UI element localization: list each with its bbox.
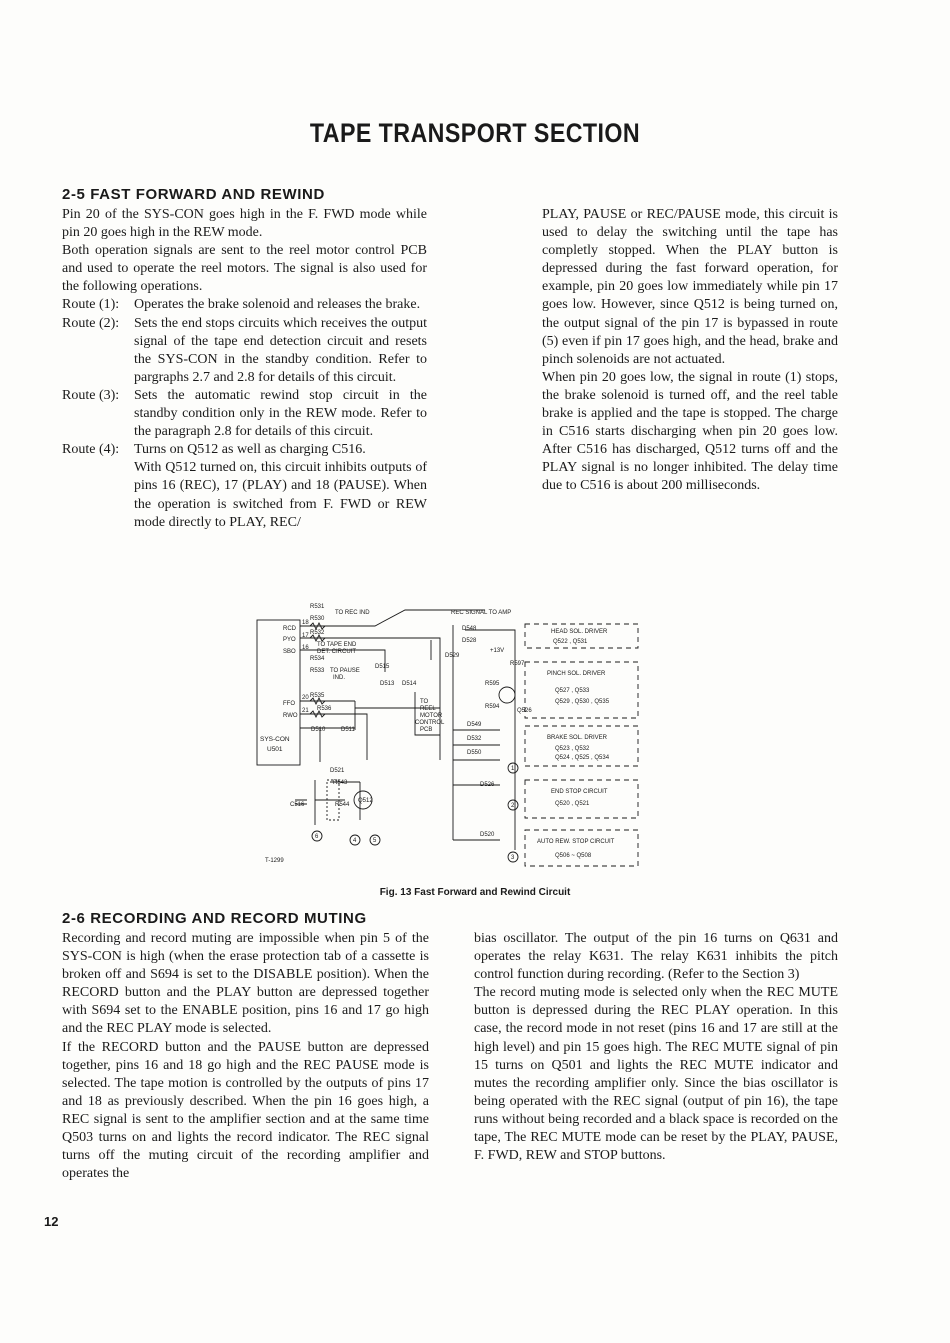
pin-label: FFO xyxy=(283,701,295,707)
figure-caption: Fig. 13 Fast Forward and Rewind Circuit xyxy=(379,887,571,898)
box-parts: Q506 ~ Q508 xyxy=(555,853,592,859)
rec-signal-to-amp-label: REC SIGNAL TO AMP xyxy=(451,610,512,616)
route-lines xyxy=(453,730,500,840)
box-parts: Q520 , Q521 xyxy=(555,801,590,807)
box-parts: Q524 , Q525 , Q534 xyxy=(555,755,610,761)
route-number: 1 xyxy=(511,766,515,772)
paragraph: bias oscillator. The output of the pin 16 turns on Q631 and operates the relay K631. The relay K631 inhibits the pitch control function during recording. (Refer to the Section 3) xyxy=(474,931,838,983)
paragraph: When pin 20 goes low, the signal in route (1) stops, the brake solenoid is turned off, and the reel table brake is applied and the tape is stopped. The charge in C516 starts discharging when pin 20 goes low. After C516 has discharged, Q512 turns off and the PLAY signal is no longer inhibited. The delay time due to C516 is about 200 milliseconds. xyxy=(542,369,838,494)
paragraph: Pin 20 of the SYS-CON goes high in the F. FWD mode while pin 20 goes high in the REW mode. xyxy=(62,207,427,241)
plus13v-label: +13V xyxy=(490,648,505,654)
pin-label: SBO xyxy=(283,649,296,655)
box-title: END STOP CIRCUIT xyxy=(551,789,608,795)
paragraph: PLAY, PAUSE or REC/PAUSE mode, this circuit is used to delay the switching until the tape has completly stopped. When the PLAY button is depressed during the fast forward operation, for example, pin 20 goes low immediately while pin 17 goes low. However, since Q512 is being turned on, the output signal of the pin 17 is bypassed in route (5) even if pin 17 goes high, and the head, brake and pinch solenoids are not actuated. xyxy=(542,207,838,367)
route-number: 3 xyxy=(511,855,515,861)
diode-label: D532 xyxy=(467,736,482,742)
diode-label: D511 xyxy=(341,727,355,733)
box-title: AUTO REW. STOP CIRCUIT xyxy=(537,839,615,845)
pin-number: 21 xyxy=(302,708,309,714)
diode-label: D514 xyxy=(402,681,417,687)
route-number: 2 xyxy=(511,803,515,809)
pin-number: 18 xyxy=(302,620,309,626)
route-label: Route (2): xyxy=(62,315,120,331)
section-2-5-heading: 2-5 FAST FORWARD AND REWIND xyxy=(62,186,325,203)
pin-label: PYO xyxy=(283,637,296,643)
box-parts: Q529 , Q530 , Q535 xyxy=(555,699,610,705)
diode-label: D529 xyxy=(445,653,460,659)
pin-number: 17 xyxy=(302,633,309,639)
diode-label: D548 xyxy=(462,626,477,632)
reel-label: CONTROL xyxy=(415,720,445,726)
pin-label: RCD xyxy=(283,626,296,632)
diode-label: D550 xyxy=(467,750,482,756)
route-number: 5 xyxy=(373,838,377,844)
resistor-label: R594 xyxy=(485,704,500,710)
diode-label: D549 xyxy=(467,722,482,728)
route-text: Turns on Q512 as well as charging C516. xyxy=(134,442,366,458)
route-label: Route (1): xyxy=(62,297,120,313)
capacitor-label: C516 xyxy=(290,802,305,808)
box-title: HEAD SOL. DRIVER xyxy=(551,629,608,635)
section-2-6-left-column xyxy=(62,930,429,1183)
route-label: Route (3): xyxy=(62,387,120,403)
rwo-line xyxy=(300,714,367,760)
box-parts: Q523 , Q532 xyxy=(555,746,590,752)
resistor-label: R534 xyxy=(310,656,325,662)
box-title: PINCH SOL. DRIVER xyxy=(547,671,606,677)
d510-line xyxy=(300,728,355,762)
route-number: 6 xyxy=(315,834,319,840)
to-tape-end-label: TO TAPE END xyxy=(317,642,357,648)
pin-label: RWO xyxy=(283,713,298,719)
pin-number: 16 xyxy=(302,645,309,651)
reel-label: REEL xyxy=(420,706,436,712)
diode-label: D520 xyxy=(480,832,495,838)
diode-label: D526 xyxy=(480,782,495,788)
box-title: BRAKE SOL. DRIVER xyxy=(547,735,608,741)
route-item xyxy=(62,296,427,314)
diode-label: D528 xyxy=(462,638,477,644)
paragraph: The record muting mode is selected only when the REC MUTE button is depressed during the REC PLAY operation. In this case, the record mode in not reset (pins 16 and 17 are still at the high level) and pin 15 goes high. The REC MUTE signal of pin 15 turns on Q501 and lights the REC MUTE indicator and mutes the recording amplifier only. Since the bias oscillator is being operated with the REC signal (output of pin 16), the tape runs without being recorded and a black space is recorded on the tape, The REC MUTE mode can be reset by the PLAY, PAUSE, F. FWD, REW and STOP buttons. xyxy=(474,985,838,1164)
diode-label: D515 xyxy=(375,664,390,670)
resistor-label: R595 xyxy=(485,681,500,687)
det-circuit-label: DET. CIRCUIT xyxy=(317,649,356,655)
ref-code: T-1299 xyxy=(265,858,284,864)
route-item xyxy=(62,387,427,441)
paragraph: Both operation signals are sent to the reel motor control PCB and used to operate the reel motors. The signal is also used for the following operations. xyxy=(62,243,427,295)
route-4-continuation: With Q512 turned on, this circuit inhibits outputs of pins 16 (REC), 17 (PLAY) and 18 (PAUSE). When the operation is switched from F. FWD or REW mode directly to PLAY, REC/ xyxy=(134,460,427,530)
route-number: 4 xyxy=(353,838,357,844)
u501-label: U501 xyxy=(267,746,283,753)
transistor-label: Q526 xyxy=(517,708,532,714)
sys-con-label: SYS-CON xyxy=(260,736,290,743)
resistor-label: R544 xyxy=(335,802,350,808)
paragraph: If the RECORD button and the PAUSE button are depressed together, pins 16 and 18 go high and the REC PAUSE mode is selected. The tape motion is controlled by the outputs of pins 17 and 18 as previously described. When the pin 16 goes high, a REC signal is sent to the amplifier section and at the same time Q503 turns on and lights the record indicator. The REC signal turns off the muting circuit of the recording amplifier and operates the xyxy=(62,1039,429,1182)
to-pause-label: TO PAUSE xyxy=(330,668,360,674)
pin-number: 20 xyxy=(302,695,309,701)
page-number: 12 xyxy=(44,1214,59,1229)
route-text: Operates the brake solenoid and releases the brake. xyxy=(134,297,421,313)
reel-label: TO xyxy=(420,699,429,705)
route-text: Sets the automatic rewind stop circuit in the standby condition only in the REW mode. Refer to the paragraph 2.8 for details of this circuit. xyxy=(134,387,427,440)
reel-label: MOTOR xyxy=(420,713,443,719)
resistor-label: R597 xyxy=(510,661,525,667)
ind-label: IND. xyxy=(333,675,345,681)
route-item xyxy=(62,315,427,387)
paragraph: Recording and record muting are impossible when pin 5 of the SYS-CON is high (when the erase protection tab of a cassette is broken off and S694 is set to the DISABLE position). When the RECORD button and the PLAY button are depressed together with S694 set to the ENABLE position, pins 16 and 17 go high and the REC PLAY mode is selected. xyxy=(62,931,429,1037)
section-2-6-right-column xyxy=(474,930,838,1165)
route-text: Sets the end stops circuits which receives the output signal of the tape end detection circuit and resets the SYS-CON in the standby condition. Refer to pargraphs 2.7 and 2.8 for details of this circuit. xyxy=(134,315,427,385)
resistor-label: R532 xyxy=(310,630,325,636)
section-2-6-heading: 2-6 RECORDING AND RECORD MUTING xyxy=(62,910,367,927)
box-parts: Q522 , Q531 xyxy=(553,639,588,645)
transistor-label: Q512 xyxy=(358,798,373,804)
diode-label: D513 xyxy=(380,681,395,687)
resistor-label: R543 xyxy=(333,780,348,786)
route-label: Route (4): xyxy=(62,442,120,458)
reel-label: PCB xyxy=(420,727,433,733)
resistor-label: R530 xyxy=(310,616,325,622)
resistor-label: R533 xyxy=(310,668,325,674)
q526-transistor xyxy=(499,687,515,703)
section-2-5-left-column xyxy=(62,206,427,532)
diode-label: D510 xyxy=(311,727,326,733)
to-rec-ind-label: TO REC IND xyxy=(335,610,370,616)
box-parts: Q527 , Q533 xyxy=(555,688,590,694)
page-title: TAPE TRANSPORT SECTION xyxy=(309,118,641,148)
end-stop-circuit-box xyxy=(525,780,638,818)
resistor-label: R535 xyxy=(310,693,325,699)
section-2-5-right-column xyxy=(542,206,838,496)
route-item xyxy=(62,441,427,459)
diode-label: D521 xyxy=(330,768,345,774)
resistor-label: R536 xyxy=(317,706,332,712)
auto-rew-stop-box xyxy=(525,830,638,866)
fast-forward-rewind-circuit-diagram xyxy=(255,600,655,875)
resistor-label: R531 xyxy=(310,604,325,610)
